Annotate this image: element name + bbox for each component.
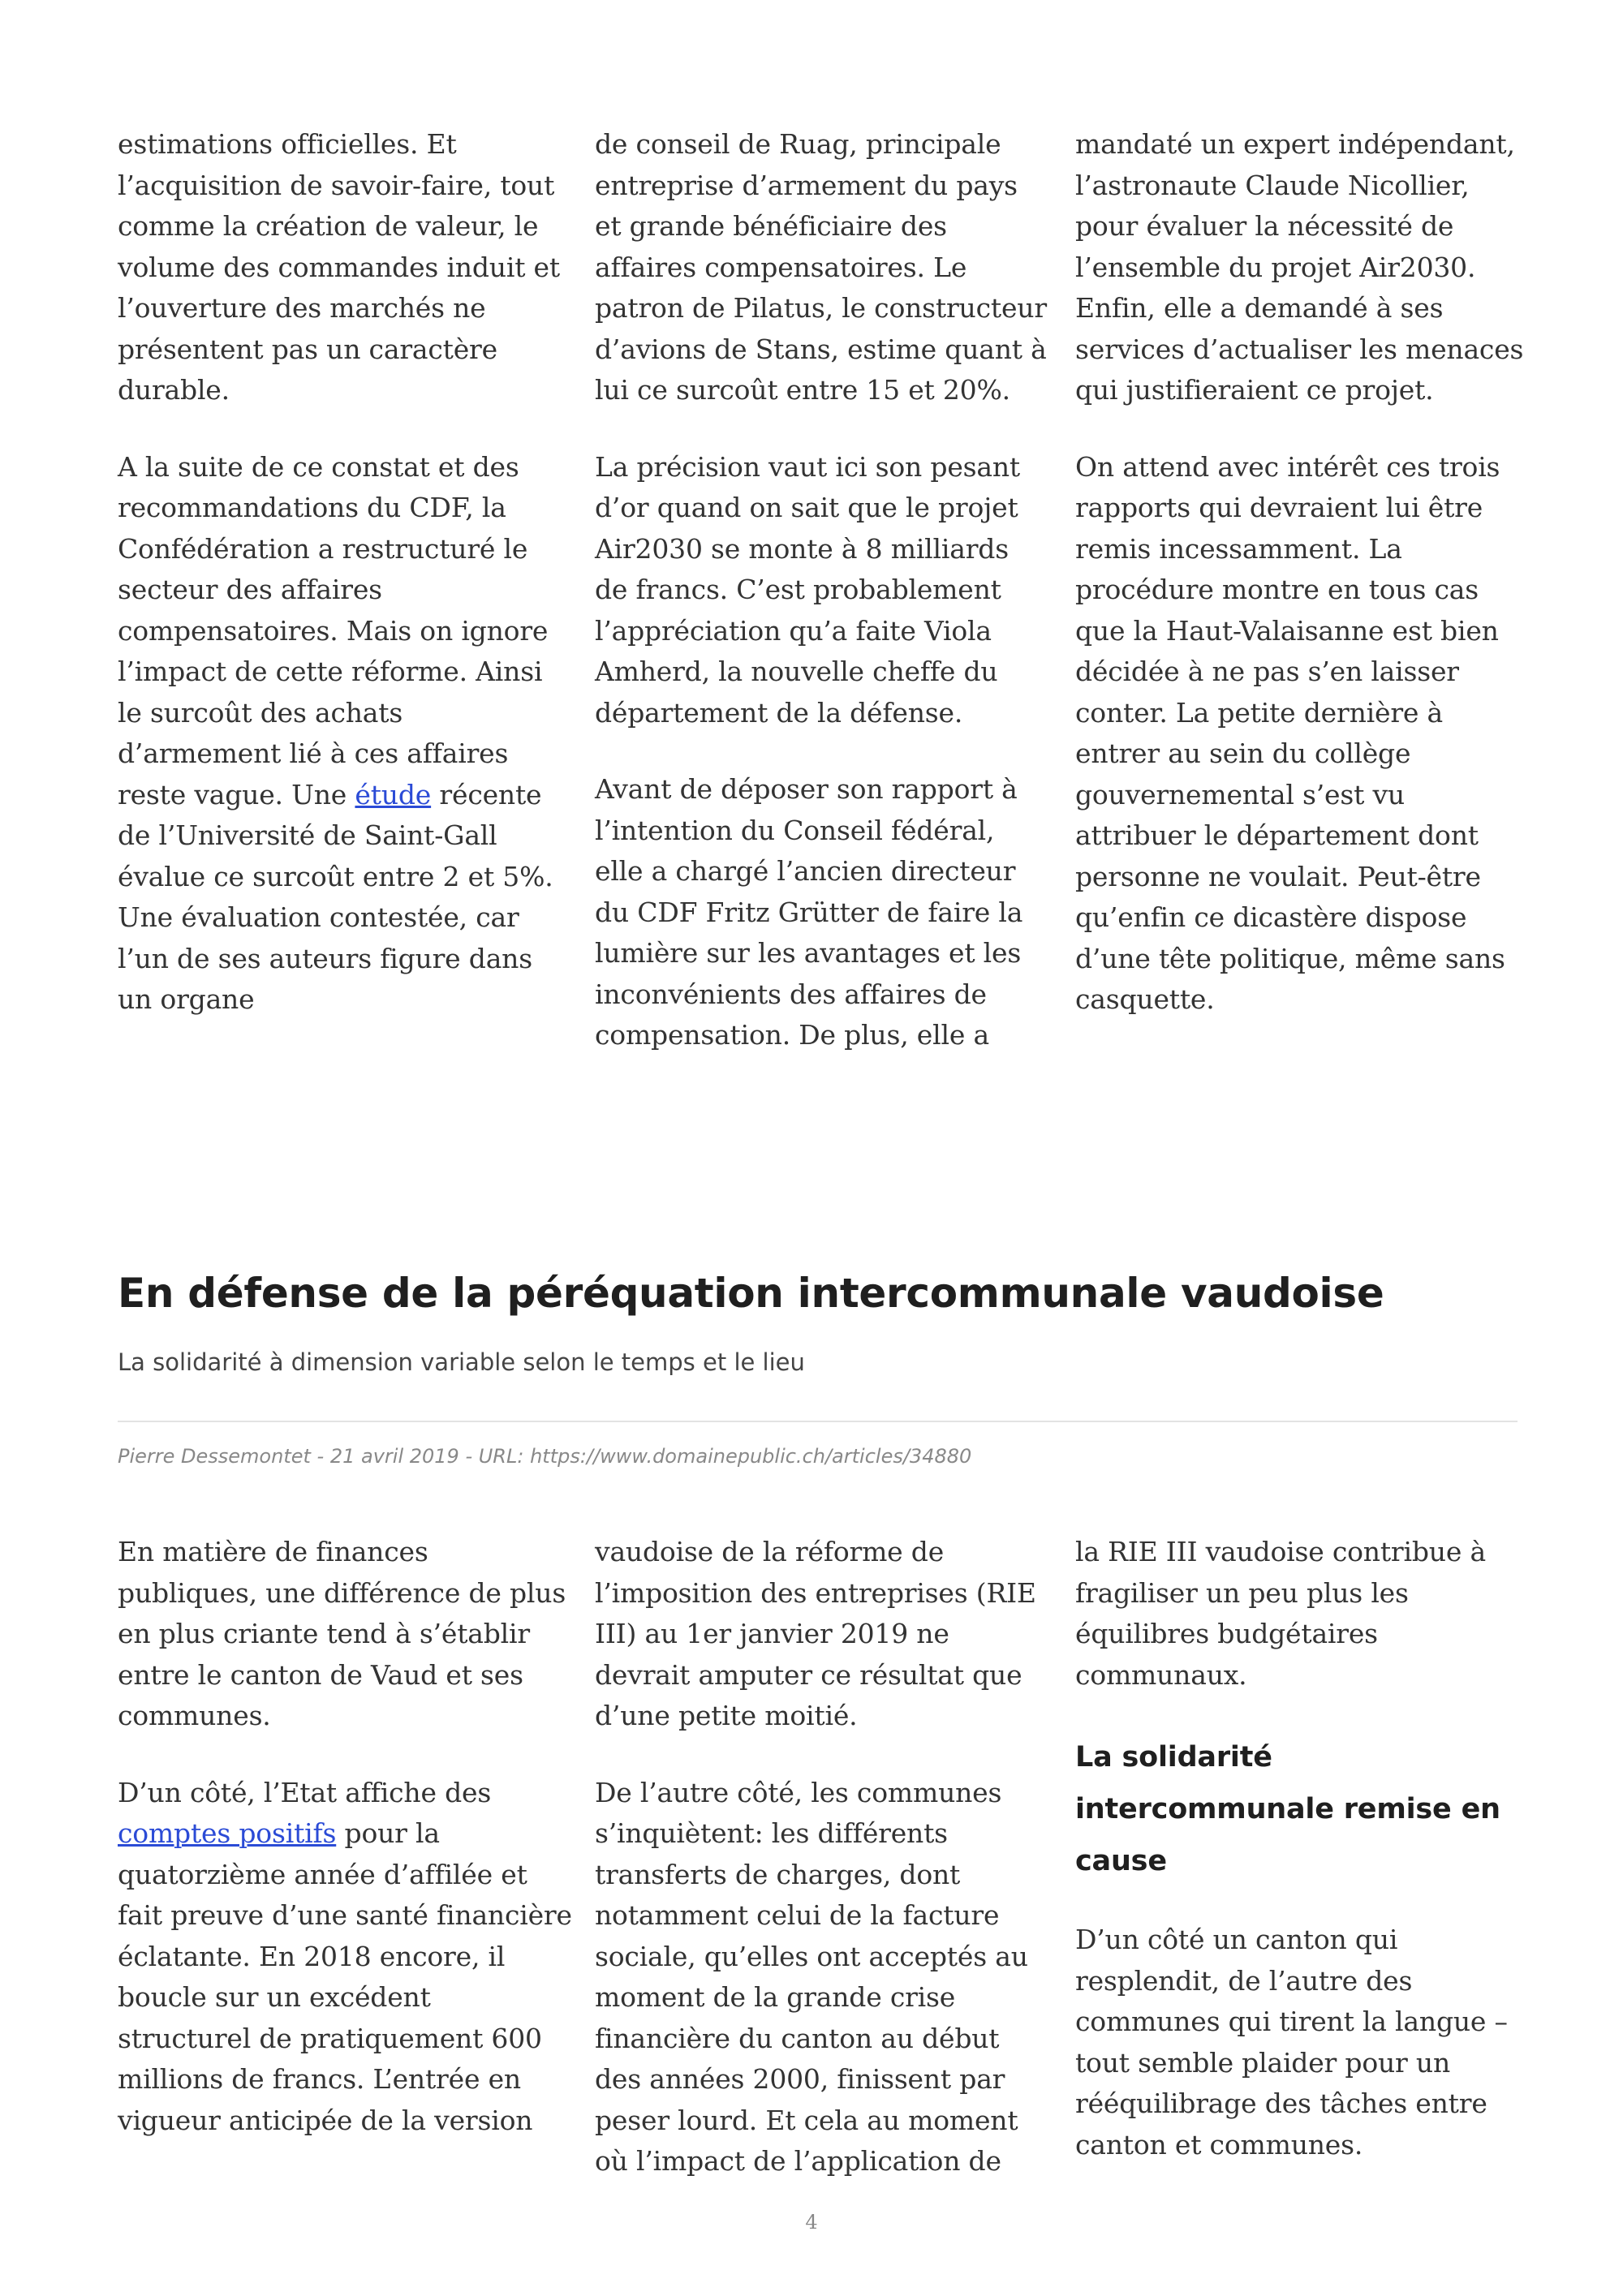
paragraph: vaudoise de la réforme de l’imposition des entreprises (RIE III) au 1er janvier 2019 ne devrait amputer ce résultat que d’une petite moitié. xyxy=(595,1536,1036,1731)
paragraph: De l’autre côté, les communes s’inquiètent: les différents transferts de charges, dont notamment celui de la facture sociale, qu’elles ont acceptés au moment de la grande crise financière du canton au début des années 2000, finissent par peser lourd. Et cela au moment où l’impact de l’application de xyxy=(595,1776,1028,2177)
top-article-column-2 xyxy=(595,124,1049,1056)
paragraph: mandaté un expert indépendant, l’astronaute Claude Nicollier, pour évaluer la nécessité de l’ensemble du projet Air2030. Enfin, elle a demandé à ses services d’actualiser les menaces qui justifieraient ce projet. xyxy=(1075,128,1524,406)
article-title: En défense de la péréquation intercommunale vaudoise xyxy=(118,1270,1384,1317)
article-byline: Pierre Dessemontet - 21 avril 2019 - URL: https://www.domainepublic.ch/articles/34880 xyxy=(118,1445,972,1468)
section-subheading: La solidarité intercommunale remise en cause xyxy=(1075,1741,1500,1877)
article-column-3 xyxy=(1075,1532,1530,2165)
paragraph: la RIE III vaudoise contribue à fragiliser un peu plus les équilibres budgétaires communaux. xyxy=(1075,1536,1486,1691)
comptes-positifs-link[interactable]: comptes positifs xyxy=(118,1817,337,1849)
etude-link[interactable]: étude xyxy=(355,778,432,810)
top-article-column-3 xyxy=(1075,124,1530,1021)
text-run: récente de l’Université de Saint-Gall évalue ce surcoût entre 2 et 5%. Une évaluation contestée, car l’un de ses auteurs figure dans un organe xyxy=(118,778,553,1015)
article-column-2 xyxy=(595,1532,1049,2182)
text-run: pour la quatorzième année d’affilée et fait preuve d’une santé financière éclatante. En 2018 encore, il boucle sur un excédent structurel de pratiquement 600 millions de francs. L’entrée en vigueur anticipée de la version xyxy=(118,1817,572,2136)
top-article-column-1 xyxy=(118,124,572,1021)
page-number: 4 xyxy=(805,2211,818,2234)
paragraph: Avant de déposer son rapport à l’intention du Conseil fédéral, elle a chargé l’ancien directeur du CDF Fritz Grütter de faire la lumière sur les avantages et les inconvénients des affaires de compensation. De plus, elle a xyxy=(595,773,1023,1051)
article-subtitle: La solidarité à dimension variable selon le temps et le lieu xyxy=(118,1348,805,1376)
paragraph xyxy=(118,447,572,1021)
paragraph: estimations officielles. Et l’acquisition de savoir-faire, tout comme la création de valeur, le volume des commandes induit et l’ouverture des marchés ne présentent pas un caractère durable. xyxy=(118,128,560,406)
text-run: A la suite de ce constat et des recommandations du CDF, la Confédération a restructuré le secteur des affaires compensatoires. Mais on ignore l’impact de cette réforme. Ainsi le surcoût des achats d’armement lié à ces affaires reste vague. Une xyxy=(118,450,549,810)
paragraph: La précision vaut ici son pesant d’or quand on sait que le projet Air2030 se monte à 8 milliards de francs. C’est probablement l’appréciation qu’a faite Viola Amherd, la nouvelle cheffe du département de la défense. xyxy=(595,450,1020,729)
paragraph: On attend avec intérêt ces trois rapports qui devraient lui être remis incessamment. La procédure montre en tous cas que la Haut-Valaisanne est bien décidée à ne pas s’en laisser conter. La petite dernière à entrer au sein du collège gouvernemental s’est vu attribuer le département dont personne ne voulait. Peut-être qu’enfin ce dicastère dispose d’une tête politique, même sans casquette. xyxy=(1075,450,1505,1015)
text-run: D’un côté, l’Etat affiche des xyxy=(118,1776,492,1808)
paragraph: D’un côté un canton qui resplendit, de l’autre des communes qui tirent la langue – tout semble plaider pour un rééquilibrage des tâches entre canton et communes. xyxy=(1075,1924,1508,2161)
paragraph: de conseil de Ruag, principale entreprise d’armement du pays et grande bénéficiaire des affaires compensatoires. Le patron de Pilatus, le constructeur d’avions de Stans, estime quant à lui ce surcoût entre 15 et 20%. xyxy=(595,128,1047,406)
paragraph: En matière de finances publiques, une différence de plus en plus criante tend à s’établir entre le canton de Vaud et ses communes. xyxy=(118,1536,566,1731)
article-column-1 xyxy=(118,1532,572,2141)
divider xyxy=(118,1421,1518,1422)
paragraph xyxy=(118,1773,572,2142)
